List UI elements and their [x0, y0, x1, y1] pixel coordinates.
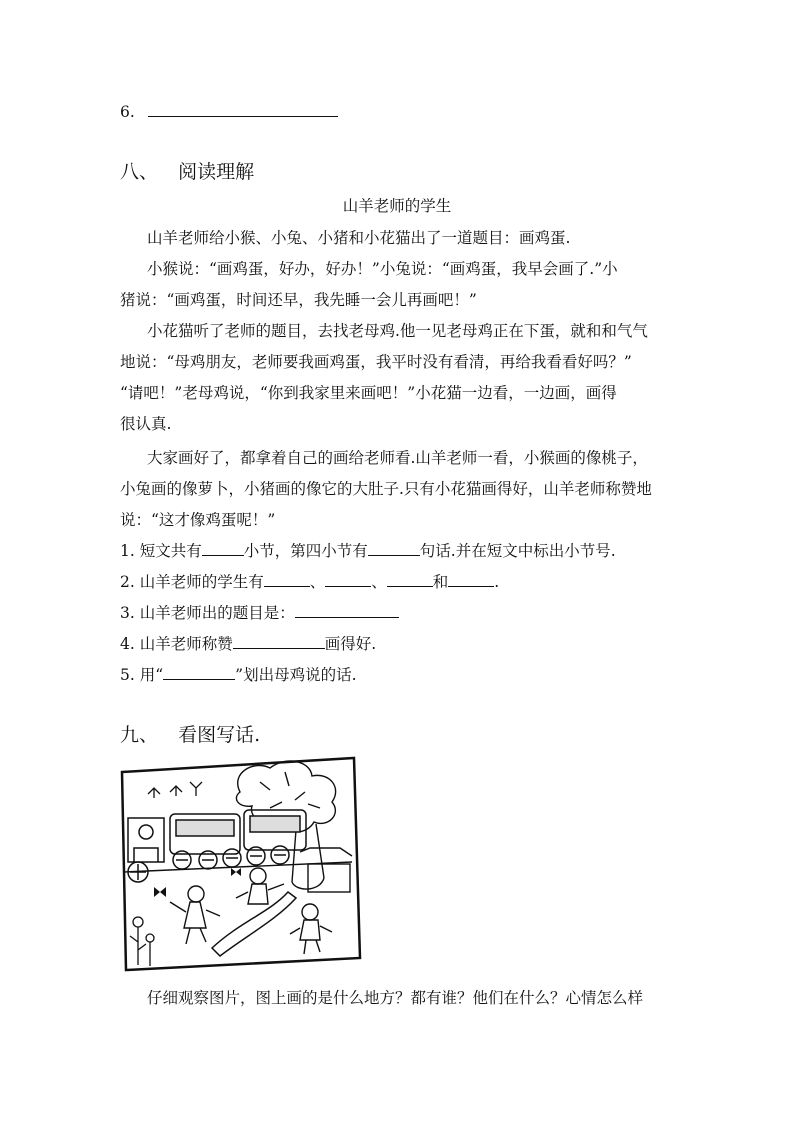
- separator: 、: [309, 573, 326, 591]
- section-number: 八、: [120, 161, 159, 183]
- story-paragraph-2-line-2: 猪说：“画鸡蛋，时间还早，我先睡一会儿再画吧！”: [120, 291, 477, 309]
- section-9-heading: [120, 720, 260, 747]
- question-2: [120, 566, 499, 599]
- story-paragraph-3-line-2: 地说：“母鸡朋友，老师要我画鸡蛋，我平时没有看清，再给我看看好吗？”: [120, 353, 632, 371]
- answer-blank[interactable]: [387, 572, 433, 587]
- answer-blank[interactable]: [148, 102, 338, 117]
- section-number: 九、: [120, 724, 159, 746]
- question-text: 小节，第四小节有: [243, 542, 368, 560]
- story-paragraph-4-line-2: 小兔画的像萝卜，小猪画的像它的大肚子.只有小花猫画得好，山羊老师称赞地: [120, 480, 652, 498]
- question-text: 画得好.: [324, 635, 377, 653]
- question-text: 用“: [139, 666, 164, 684]
- story-paragraph-2-line-1: 小猴说：“画鸡蛋，好办，好办！”小兔说：“画鸡蛋，我早会画了.”小: [147, 260, 618, 278]
- question-text: .: [494, 573, 500, 591]
- answer-blank[interactable]: [202, 541, 244, 556]
- question-number: 4.: [120, 635, 135, 653]
- question-3: [120, 597, 399, 630]
- story-paragraph-1: 山羊老师给小猴、小兔、小猪和小花猫出了一道题目：画鸡蛋.: [147, 229, 571, 247]
- question-text: 山羊老师称赞: [139, 635, 233, 653]
- question-number: 2.: [120, 573, 135, 591]
- question-text: 短文共有: [139, 542, 202, 560]
- story-paragraph-4-line-1: 大家画好了，都拿着自己的画给老师看.山羊老师一看，小猴画的像桃子，: [147, 449, 648, 467]
- question-number: 1.: [120, 542, 135, 560]
- section-8-heading: [120, 157, 254, 184]
- question-text: 山羊老师的学生有: [139, 573, 264, 591]
- answer-blank[interactable]: [295, 603, 399, 618]
- story-paragraph-3-line-4: 很认真.: [120, 415, 172, 433]
- question-6: [120, 96, 338, 129]
- question-number: 3.: [120, 604, 135, 622]
- story-title: 山羊老师的学生: [342, 197, 452, 215]
- section-title: 看图写话.: [178, 724, 261, 746]
- question-text: 句话.并在短文中标出小节号.: [419, 542, 616, 560]
- question-text: 山羊老师出的题目是：: [139, 604, 295, 622]
- answer-blank[interactable]: [163, 665, 235, 680]
- question-number: 5.: [120, 666, 135, 684]
- question-text: 和: [432, 573, 449, 591]
- answer-blank[interactable]: [368, 541, 420, 556]
- section-title: 阅读理解: [178, 161, 255, 183]
- question-text: ”划出母鸡说的话.: [235, 666, 357, 684]
- answer-blank[interactable]: [325, 572, 371, 587]
- story-paragraph-3-line-1: 小花猫听了老师的题目，去找老母鸡.他一见老母鸡正在下蛋，就和和气气: [147, 322, 648, 340]
- question-number: 6.: [120, 103, 135, 121]
- answer-blank[interactable]: [233, 634, 325, 649]
- answer-blank[interactable]: [264, 572, 310, 587]
- writing-prompt: 仔细观察图片，图上画的是什么地方？都有谁？他们在什么？心情怎么样: [147, 989, 644, 1007]
- answer-blank[interactable]: [448, 572, 494, 587]
- question-1: [120, 535, 616, 568]
- story-paragraph-4-line-3: 说：“这才像鸡蛋呢！”: [120, 511, 276, 529]
- separator: 、: [371, 573, 387, 591]
- question-4: [120, 628, 376, 661]
- playground-illustration: [120, 752, 362, 974]
- question-5: [120, 659, 357, 692]
- story-paragraph-3-line-3: “请吧！”老母鸡说，“你到我家里来画吧！”小花猫一边看，一边画，画得: [120, 384, 617, 402]
